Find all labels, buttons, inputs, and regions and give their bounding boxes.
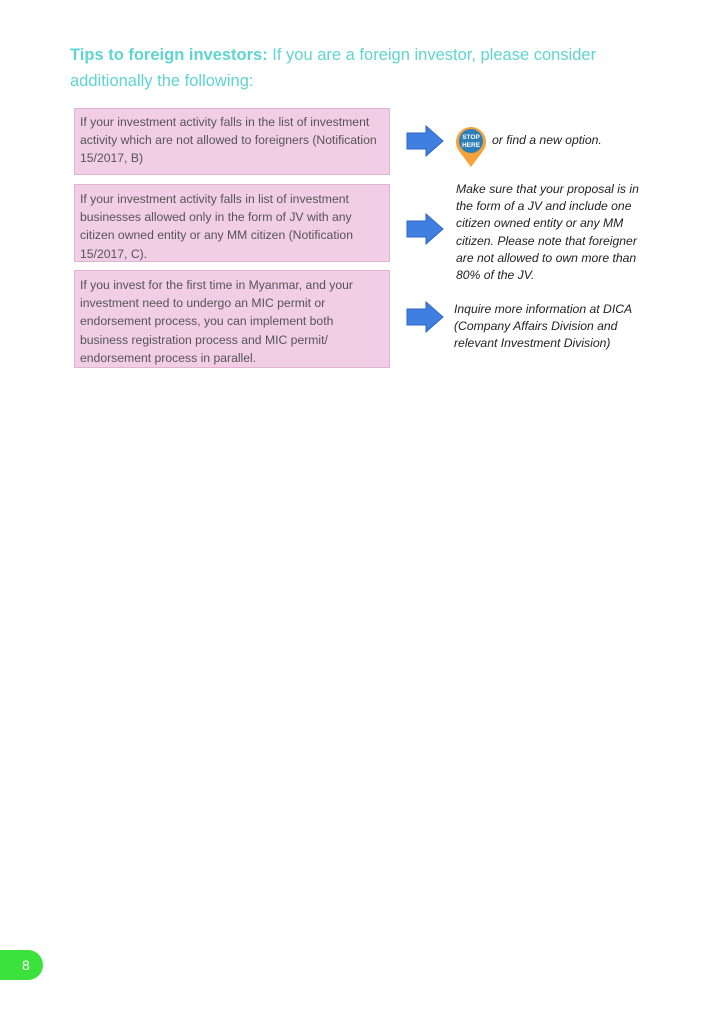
condition-box-1 (74, 108, 390, 175)
advice-text-1: or find a new option. (492, 133, 602, 147)
here-word: HERE (461, 142, 481, 149)
advice-text-3: Inquire more information at DICA (Company Affairs Division and relevant Investment Division) (454, 302, 632, 351)
right-arrow-icon (406, 301, 444, 333)
condition-text-1: If your investment activity falls in the list of investment activity which are not allowed to foreigners (Notification 15/2017, B) (80, 115, 377, 166)
condition-box-3 (74, 270, 390, 368)
tips-heading-text: If you are a foreign investor, please consider additionally the following: (70, 46, 597, 90)
tips-heading (70, 42, 630, 94)
condition-text-2: If your investment activity falls in list of investment businesses allowed only in the form of JV with any citizen owned entity or any MM citizen (Notification 15/2017, C). (80, 192, 353, 261)
stop-here-icon (454, 124, 488, 168)
stop-word: STOP (462, 134, 480, 141)
condition-box-2 (74, 184, 390, 262)
page-number: 8 (0, 950, 43, 980)
right-arrow-icon (406, 213, 444, 245)
condition-text-3: If you invest for the first time in Myanmar, and your investment need to undergo an MIC permit or endorsement process, you can implement both business registration process and MIC permit/ endorsement process in parallel. (80, 278, 353, 365)
right-arrow-icon (406, 125, 444, 157)
advice-text-2: Make sure that your proposal is in the form of a JV and include one citizen owned entity or any MM citizen. Please note that foreigner are not allowed to own more than 80% of the JV. (456, 182, 639, 283)
tips-heading-bold: Tips to foreign investors: (70, 46, 268, 64)
